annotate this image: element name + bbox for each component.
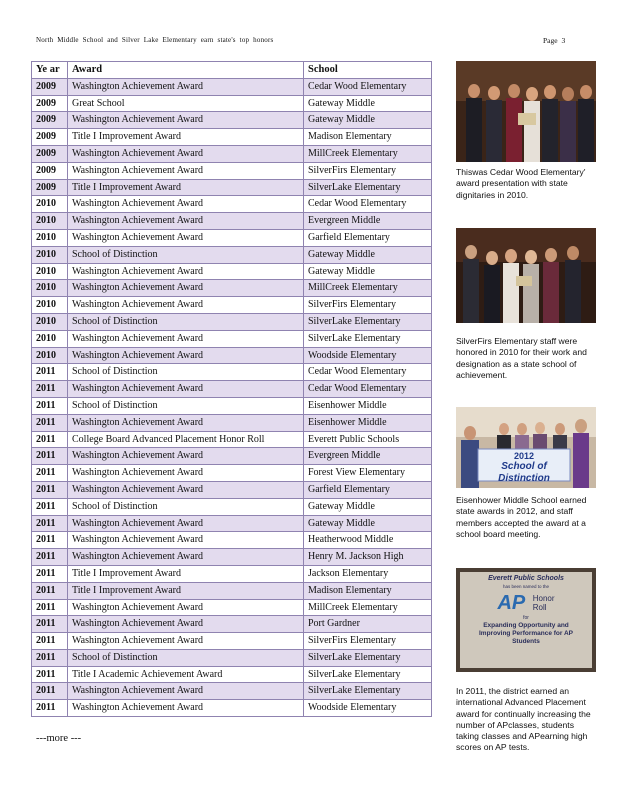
awards-table [31, 61, 432, 717]
cell-year: 2010 [32, 280, 68, 297]
cell-award: Title I Improvement Award [68, 129, 304, 146]
photo1-caption: Thiswas Cedar Wood Elementary' award presentation with state dignitaries in 2010. [456, 167, 586, 200]
cell-year: 2009 [32, 95, 68, 112]
cell-year: 2011 [32, 599, 68, 616]
cell-year: 2011 [32, 549, 68, 566]
table-row [32, 246, 432, 263]
cell-school: MillCreek Elementary [304, 599, 432, 616]
cell-year: 2011 [32, 649, 68, 666]
table-row [32, 347, 432, 364]
photo3-caption: Eisenhower Middle School earned state awards in 2012, and staff members accepted the award at a school board meeting. [456, 495, 587, 539]
table-row [32, 565, 432, 582]
cell-award: School of Distinction [68, 649, 304, 666]
cell-school: SilverLake Elementary [304, 313, 432, 330]
cell-school: SilverFirs Elementary [304, 633, 432, 650]
cell-year: 2010 [32, 196, 68, 213]
photo2-caption: SilverFirs Elementary staff were honored in 2010 for their work and designation as a state school of achievement. [456, 336, 587, 380]
cell-award: Washington Achievement Award [68, 196, 304, 213]
cell-year: 2009 [32, 112, 68, 129]
cell-award: Title I Improvement Award [68, 179, 304, 196]
cell-school: Gateway Middle [304, 112, 432, 129]
cell-award: Title I Improvement Award [68, 582, 304, 599]
column-header-school: School [304, 62, 432, 79]
cell-school: Port Gardner [304, 616, 432, 633]
certificate-body: Expanding Opportunity and Improving Performance for AP Students [478, 622, 574, 645]
column-header-award: Award [68, 62, 304, 79]
cell-year: 2011 [32, 633, 68, 650]
table-row [32, 297, 432, 314]
cell-award: Washington Achievement Award [68, 515, 304, 532]
table-row [32, 364, 432, 381]
cell-year: 2011 [32, 414, 68, 431]
page-number: Page 3 [543, 36, 566, 45]
cell-year: 2009 [32, 162, 68, 179]
table-row [32, 112, 432, 129]
table-row [32, 381, 432, 398]
cell-award: Washington Achievement Award [68, 280, 304, 297]
cell-award: School of Distinction [68, 364, 304, 381]
cell-school: Garfield Elementary [304, 481, 432, 498]
cell-school: SilverLake Elementary [304, 683, 432, 700]
cell-school: Madison Elementary [304, 129, 432, 146]
table-row [32, 162, 432, 179]
table-row [32, 599, 432, 616]
cell-award: Washington Achievement Award [68, 549, 304, 566]
table-row [32, 280, 432, 297]
cell-year: 2010 [32, 347, 68, 364]
cell-year: 2011 [32, 364, 68, 381]
table-row [32, 649, 432, 666]
cell-award: Washington Achievement Award [68, 481, 304, 498]
cell-award: Washington Achievement Award [68, 229, 304, 246]
cell-school: MillCreek Elementary [304, 145, 432, 162]
cell-year: 2010 [32, 297, 68, 314]
cell-school: SilverFirs Elementary [304, 162, 432, 179]
cell-year: 2011 [32, 532, 68, 549]
table-row [32, 549, 432, 566]
cell-year: 2011 [32, 397, 68, 414]
table-row [32, 481, 432, 498]
cell-school: Cedar Wood Elementary [304, 196, 432, 213]
cell-award: Washington Achievement Award [68, 112, 304, 129]
table-row [32, 532, 432, 549]
cell-school: SilverFirs Elementary [304, 297, 432, 314]
more-indicator: ---more --- [36, 733, 82, 744]
cell-school: Heatherwood Middle [304, 532, 432, 549]
cell-school: SilverLake Elementary [304, 179, 432, 196]
cell-award: Washington Achievement Award [68, 700, 304, 717]
table-row [32, 700, 432, 717]
cell-year: 2010 [32, 213, 68, 230]
cell-school: Cedar Wood Elementary [304, 78, 432, 95]
cell-award: Washington Achievement Award [68, 414, 304, 431]
cell-year: 2011 [32, 565, 68, 582]
certificate-org: Everett Public Schools [488, 575, 564, 582]
cell-school: Jackson Elementary [304, 565, 432, 582]
cell-school: Madison Elementary [304, 582, 432, 599]
cell-award: Washington Achievement Award [68, 633, 304, 650]
cell-award: Washington Achievement Award [68, 532, 304, 549]
cell-year: 2011 [32, 498, 68, 515]
cell-school: SilverLake Elementary [304, 666, 432, 683]
cell-year: 2010 [32, 313, 68, 330]
cell-award: Washington Achievement Award [68, 213, 304, 230]
cell-award: Washington Achievement Award [68, 78, 304, 95]
cell-award: Washington Achievement Award [68, 599, 304, 616]
table-row [32, 196, 432, 213]
cell-school: Gateway Middle [304, 498, 432, 515]
table-row [32, 330, 432, 347]
banner-year: 2012 [513, 451, 535, 461]
table-row [32, 465, 432, 482]
table-row [32, 431, 432, 448]
cell-award: Washington Achievement Award [68, 465, 304, 482]
cell-award: Washington Achievement Award [68, 162, 304, 179]
cell-year: 2011 [32, 700, 68, 717]
table-row [32, 213, 432, 230]
cell-year: 2009 [32, 78, 68, 95]
cell-award: Washington Achievement Award [68, 263, 304, 280]
cell-school: Evergreen Middle [304, 213, 432, 230]
cell-school: Gateway Middle [304, 95, 432, 112]
cell-year: 2010 [32, 330, 68, 347]
certificate-for: for [523, 615, 529, 621]
ap-logo-icon: AP [497, 592, 526, 614]
cell-year: 2011 [32, 465, 68, 482]
table-row [32, 129, 432, 146]
cell-year: 2009 [32, 145, 68, 162]
cell-award: Title I Improvement Award [68, 565, 304, 582]
cell-school: Evergreen Middle [304, 448, 432, 465]
cell-school: Gateway Middle [304, 515, 432, 532]
cell-award: School of Distinction [68, 498, 304, 515]
table-row [32, 616, 432, 633]
cell-school: MillCreek Elementary [304, 280, 432, 297]
cell-school: Gateway Middle [304, 263, 432, 280]
cell-year: 2011 [32, 683, 68, 700]
cell-award: Title I Academic Achievement Award [68, 666, 304, 683]
cell-award: Washington Achievement Award [68, 381, 304, 398]
table-row [32, 397, 432, 414]
cell-school: Henry M. Jackson High [304, 549, 432, 566]
table-row [32, 263, 432, 280]
cell-award: Washington Achievement Award [68, 347, 304, 364]
table-row [32, 313, 432, 330]
cell-school: Gateway Middle [304, 246, 432, 263]
cell-award: Great School [68, 95, 304, 112]
cell-award: Washington Achievement Award [68, 448, 304, 465]
cell-award: School of Distinction [68, 397, 304, 414]
cell-year: 2011 [32, 616, 68, 633]
certificate-roll: Roll [532, 603, 547, 612]
cell-award: Washington Achievement Award [68, 330, 304, 347]
cell-school: Everett Public Schools [304, 431, 432, 448]
cell-year: 2009 [32, 179, 68, 196]
cell-award: School of Distinction [68, 313, 304, 330]
cell-year: 2011 [32, 666, 68, 683]
table-row [32, 414, 432, 431]
table-row [32, 95, 432, 112]
table-row [32, 666, 432, 683]
photo-silver-firs-staff [456, 228, 596, 323]
cell-award: Washington Achievement Award [68, 616, 304, 633]
table-row [32, 633, 432, 650]
photo-eisenhower-school-of-distinction [456, 407, 596, 488]
table-row [32, 179, 432, 196]
cell-school: SilverLake Elementary [304, 649, 432, 666]
cell-school: Forest View Elementary [304, 465, 432, 482]
table-row [32, 582, 432, 599]
cell-school: Cedar Wood Elementary [304, 381, 432, 398]
table-row [32, 683, 432, 700]
table-row [32, 145, 432, 162]
cell-year: 2011 [32, 431, 68, 448]
certificate-honor: Honor [532, 594, 555, 603]
column-header-year: Ye ar [32, 62, 68, 79]
table-row [32, 498, 432, 515]
photo-cedar-wood-award [456, 61, 596, 162]
table-header-row [32, 62, 432, 79]
photo4-caption: In 2011, the district earned an international Advanced Placement award for continually increasing the number of APclasses, students taking classes and APearning high scores on AP tests. [456, 686, 591, 753]
photo-ap-honor-roll-certificate [456, 568, 596, 672]
cell-award: School of Distinction [68, 246, 304, 263]
cell-award: Washington Achievement Award [68, 683, 304, 700]
cell-school: Garfield Elementary [304, 229, 432, 246]
cell-school: Cedar Wood Elementary [304, 364, 432, 381]
cell-award: College Board Advanced Placement Honor Roll [68, 431, 304, 448]
page-header-title: North Middle School and Silver Lake Elementary earn state's top honors [36, 36, 274, 44]
cell-school: Eisenhower Middle [304, 397, 432, 414]
cell-school: Woodside Elementary [304, 347, 432, 364]
cell-school: SilverLake Elementary [304, 330, 432, 347]
cell-year: 2010 [32, 246, 68, 263]
cell-year: 2011 [32, 381, 68, 398]
cell-year: 2011 [32, 481, 68, 498]
cell-year: 2011 [32, 515, 68, 532]
cell-award: Washington Achievement Award [68, 297, 304, 314]
table-row [32, 78, 432, 95]
banner-text: School of Distinction [498, 461, 550, 484]
certificate-line: has been named to the [502, 584, 550, 589]
cell-school: Woodside Elementary [304, 700, 432, 717]
cell-year: 2009 [32, 129, 68, 146]
table-row [32, 229, 432, 246]
cell-award: Washington Achievement Award [68, 145, 304, 162]
cell-year: 2011 [32, 582, 68, 599]
cell-year: 2010 [32, 263, 68, 280]
cell-year: 2011 [32, 448, 68, 465]
cell-school: Eisenhower Middle [304, 414, 432, 431]
cell-year: 2010 [32, 229, 68, 246]
table-row [32, 448, 432, 465]
table-row [32, 515, 432, 532]
